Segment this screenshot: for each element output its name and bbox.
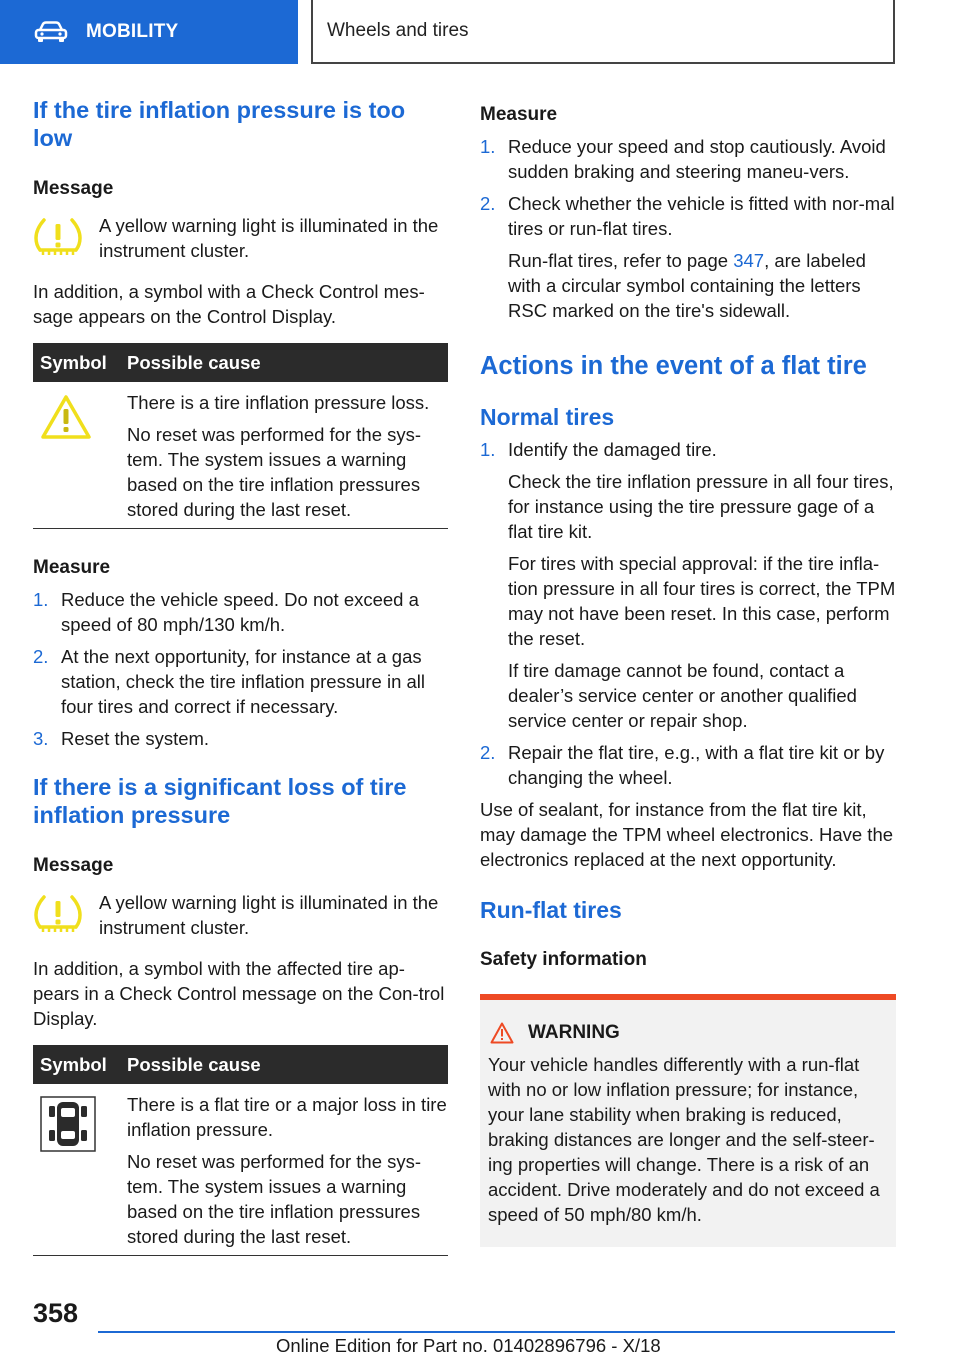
heading-run-flat: Run-flat tires — [480, 897, 622, 923]
normal-tire-steps — [480, 437, 896, 790]
measure-list — [33, 587, 448, 751]
list-item: 2. Check whether the vehicle is fitted with nor-mal tires or run-flat tires. Run-flat tires, refer to page 347, are labeled with a circular symbol containing the letters RSC marked on the tire's sidewall. — [480, 193, 895, 321]
message-block — [33, 213, 448, 263]
section-label: MOBILITY — [86, 21, 179, 42]
list-item: 1. Identify the damaged tire. Check the tire inflation pressure in all four tires, for instance using the tire pressure gage of a flat tire kit. For tires with special approval: if the tire infla-tion pressure in all four tires is correct, the TPM may not have been reset. In this case, perform the reset. If tire damage cannot be found, contact a dealer’s service center or another qualified service center or repair shop. — [480, 439, 896, 731]
message-label: Message — [33, 855, 114, 876]
cause-text: There is a tire inflation pressure loss. — [127, 392, 430, 413]
table-col-symbol: Symbol — [40, 351, 107, 373]
list-item: 1. Reduce the vehicle speed. Do not exceed a speed of 80 mph/130 km/h. — [33, 589, 419, 635]
sealant-note: Use of sealant, for instance from the flat tire kit, may damage the TPM wheel electronics. Have the electronics replaced at the next opportunity. — [480, 799, 894, 870]
list-item: 1. Reduce your speed and stop cautiously. Avoid sudden braking and steering maneu-vers. — [480, 136, 886, 182]
list-item-note: Check the tire inflation pressure in all four tires, for instance using the tire pressure gage of a flat tire kit. — [508, 471, 894, 542]
footer-divider — [98, 1331, 895, 1333]
page-number: 358 — [33, 1298, 79, 1328]
warning-triangle-icon — [490, 1022, 514, 1044]
section-tab — [0, 0, 298, 64]
message-label: Message — [33, 178, 114, 199]
warning-title: WARNING — [488, 1020, 888, 1045]
chapter-title: Wheels and tires — [311, 0, 895, 64]
tire-pressure-warning-icon — [33, 217, 83, 257]
flat-tire-vehicle-icon — [40, 1096, 96, 1152]
warning-triangle-icon — [40, 394, 92, 440]
list-item: 2. At the next opportunity, for instance at a gas station, check the tire inflation pressure in all four tires and correct if necessary. — [33, 646, 426, 717]
heading-significant-loss: If there is a significant loss of tire inflation pressure — [33, 774, 407, 828]
symbol-table — [33, 343, 448, 529]
list-item-note: If tire damage cannot be found, contact a dealer’s service center or another qualified service center or repair shop. — [508, 660, 857, 731]
measure-label: Measure — [33, 557, 111, 578]
list-item: 3. Reset the system. — [33, 728, 210, 749]
table-header — [33, 1045, 448, 1084]
car-icon — [34, 21, 68, 43]
measure-label: Measure — [480, 104, 558, 125]
message-block — [33, 890, 448, 940]
message-text: A yellow warning light is illuminated in the instrument cluster. — [99, 892, 439, 938]
addition-text: In addition, a symbol with a Check Control mes-sage appears on the Control Display. — [33, 281, 425, 327]
table-row — [33, 382, 448, 529]
table-col-cause: Possible cause — [127, 1053, 261, 1075]
table-col-symbol: Symbol — [40, 1053, 107, 1075]
table-header — [33, 343, 448, 382]
edition-text: Online Edition for Part no. 01402896796 - X/18 — [276, 1335, 661, 1356]
table-col-cause: Possible cause — [127, 351, 261, 373]
page-link[interactable]: 347 — [733, 250, 765, 271]
tire-pressure-warning-icon — [33, 894, 83, 934]
right-column — [480, 96, 896, 1247]
heading-normal-tires: Normal tires — [480, 404, 615, 430]
heading-pressure-low: If the tire inflation pressure is too low — [33, 97, 406, 151]
heading-flat-tire: Actions in the event of a flat tire — [480, 352, 867, 380]
cause-text: No reset was performed for the sys-tem. The system issues a warning based on the tire inflation pressures stored during the last reset. — [127, 424, 422, 520]
left-column — [33, 96, 448, 1256]
cause-text: There is a flat tire or a major loss in tire inflation pressure. — [127, 1094, 447, 1140]
table-row — [33, 1084, 448, 1256]
cause-text: No reset was performed for the sys-tem. The system issues a warning based on the tire inflation pressures stored during the last reset. — [127, 1151, 422, 1247]
list-item-note: For tires with special approval: if the tire infla-tion pressure in all four tires is correct, the TPM may not have been reset. In this case, perform the reset. — [508, 553, 896, 649]
list-item-note: Run-flat tires, refer to page 347, are labeled with a circular symbol containing the letters RSC marked on the tire's sidewall. — [508, 250, 866, 321]
safety-label: Safety information — [480, 949, 647, 970]
symbol-table — [33, 1045, 448, 1256]
measure-list — [480, 134, 896, 323]
message-text: A yellow warning light is illuminated in the instrument cluster. — [99, 215, 439, 261]
warning-box — [480, 994, 896, 1247]
list-item: 2. Repair the flat tire, e.g., with a flat tire kit or by changing the wheel. — [480, 742, 885, 788]
addition-text: In addition, a symbol with the affected tire ap-pears in a Check Control message on the Con-trol Display. — [33, 958, 445, 1029]
warning-text: Your vehicle handles differently with a run-flat with no or low inflation pressure; for instance, your lane stability when braking is reduced, braking distances are longer and the self-steer-ing properties will change. There is a risk of an accident. Drive moderately and do not exceed a speed of 50 mph/80 km/h. — [488, 1054, 880, 1225]
